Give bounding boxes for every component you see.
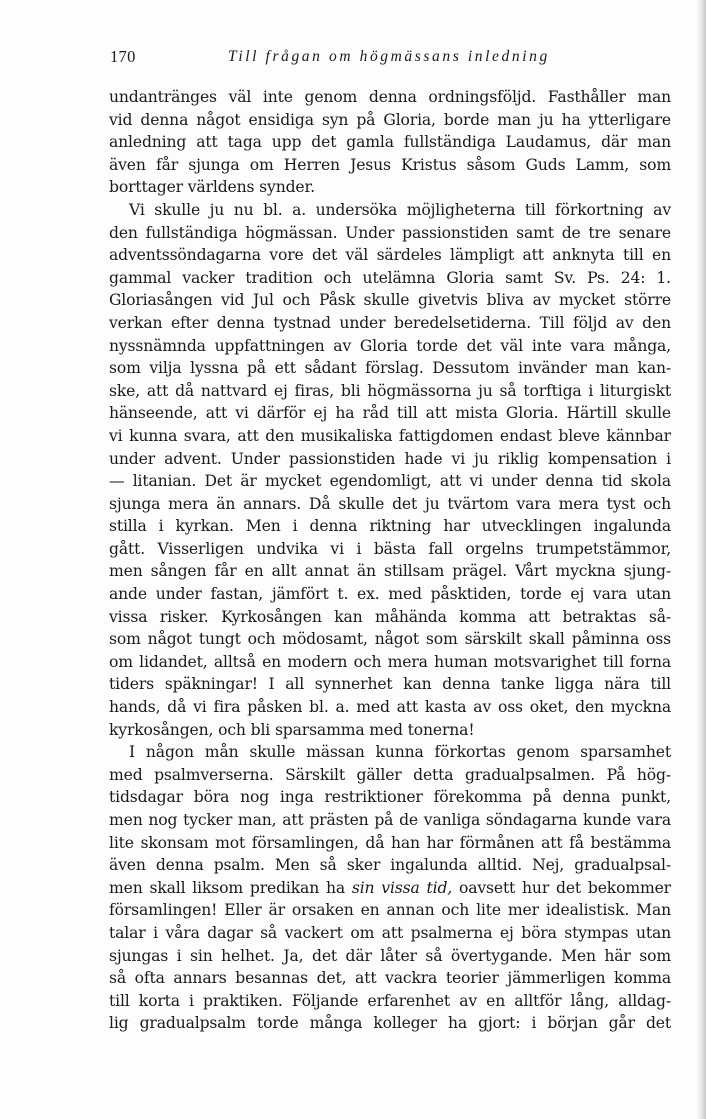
text-line: stilla i kyrkan. Men i denna riktning har utvecklingen ingalunda xyxy=(109,517,671,536)
text-line: vissa risker. Kyrkosången kan måhända komma att betraktas så- xyxy=(109,607,671,626)
text-line: som vilja lyssna på ett sådant förslag. Dessutom invänder man kan- xyxy=(109,359,671,378)
text-line: till korta i praktiken. Följande erfarenhet av en alltför lång, alldag- xyxy=(109,991,671,1010)
text-line: hänseende, att vi därför ej ha råd till att mista Gloria. Härtill skulle xyxy=(109,404,671,423)
text-line: anledning att taga upp det gamla fullständiga Laudamus, där man xyxy=(109,133,671,152)
text-line: sjungas i sin helhet. Ja, det där låter så övertygande. Men här som xyxy=(109,946,671,965)
text-line: vi kunna svara, att den musikaliska fattigdomen endast bleve kännbar xyxy=(109,426,671,445)
text-line: även får sjunga om Herren Jesus Kristus såsom Guds Lamm, som xyxy=(109,155,671,174)
text-line: även denna psalm. Men så sker ingalunda alltid. Nej, gradualpsal- xyxy=(109,856,671,875)
text-line: lig gradualpsalm torde många kolleger ha gjort: i början går det xyxy=(109,1014,671,1033)
text-line: borttager världens synder. xyxy=(109,178,315,197)
text-line: kyrkosången, och bli sparsamma med tonerna! xyxy=(109,720,475,739)
text-line: adventssöndagarna vore det väl särdeles lämpligt att anknyta till en xyxy=(109,246,671,265)
text-line: Gloriasången vid Jul och Påsk skulle givetvis bliva av mycket större xyxy=(109,291,671,310)
text-line: tidsdagar böra nog inga restriktioner förekomma på denna punkt, xyxy=(109,788,671,807)
text-line: hands, då vi fira påsken bl. a. med att kasta av oss oket, den myckna xyxy=(109,698,671,717)
page-header xyxy=(110,47,670,73)
text-line: gammal vacker tradition och utelämna Gloria samt Sv. Ps. 24: 1. xyxy=(109,268,671,287)
text-line: verkan efter denna tystnad under beredelsetiderna. Till följd av den xyxy=(109,313,671,332)
text-line: så ofta annars besannas det, att vackra teorier jämmerligen komma xyxy=(109,969,671,988)
text-line: men sången får en allt annat än stillsam prägel. Vårt myckna sjung- xyxy=(109,562,671,581)
text-line: om lidandet, alltså en modern och mera human motsvarighet till forna xyxy=(109,652,671,671)
text-line: sjunga mera än annars. Då skulle det ju tvärtom vara mera tyst och xyxy=(109,494,671,513)
text-line: tiders späkningar! I all synnerhet kan denna tanke ligga nära till xyxy=(109,675,671,694)
text-line: som något tungt och mödosamt, något som särskilt skall påminna oss xyxy=(109,630,671,649)
running-title: Till frågan om högmässans inledning xyxy=(228,48,550,65)
text-line: men nog tycker man, att prästen på de vanliga söndagarna kunde vara xyxy=(109,811,671,829)
paragraph-start-line: I någon mån skulle mässan kunna förkortas genom sparsamhet xyxy=(129,743,671,762)
text-line: med psalmverserna. Särskilt gäller detta gradualpsalmen. På hög- xyxy=(109,765,671,784)
text-line: undantränges väl inte genom denna ordningsföljd. Fasthåller man xyxy=(109,88,671,106)
text-line: ande under fastan, jämfört t. ex. med påsktiden, torde ej vara utan xyxy=(109,585,671,604)
page-edge-shadow xyxy=(696,0,706,1119)
text-line: vid denna något ensidiga syn på Gloria, borde man ju ha ytterligare xyxy=(109,110,671,129)
body-text xyxy=(109,86,671,1035)
text-line-with-emphasis: men skall liksom predikan ha sin vissa tid, oavsett hur det bekommer xyxy=(109,878,671,897)
text-line: ske, att då nattvard ej firas, bli högmässorna ju så torftiga i liturgiskt xyxy=(109,381,671,400)
text-line: nyssnämnda uppfattningen av Gloria torde det väl inte vara många, xyxy=(109,336,671,355)
text-line: talar i våra dagar så vackert om att psalmerna ej böra stympas utan xyxy=(109,923,671,942)
text-line: lite skonsam mot församlingen, då han har förmånen att få bestämma xyxy=(109,833,671,852)
text-line: — litanian. Det är mycket egendomligt, att vi under denna tid skola xyxy=(109,472,671,491)
text-line: den fullständiga högmässan. Under passionstiden samt de tre senare xyxy=(109,223,671,242)
emphasis: sin vissa tid, xyxy=(351,878,453,897)
paragraph-start-line: Vi skulle ju nu bl. a. undersöka möjligheterna till förkortning av xyxy=(129,200,671,219)
text-line: gått. Visserligen undvika vi i bästa fall orgelns trumpetstämmor, xyxy=(109,539,671,558)
page-number: 170 xyxy=(110,47,136,66)
text-line: under advent. Under passionstiden hade vi ju riklig kompensation i xyxy=(109,449,671,468)
text-line: församlingen! Eller är orsaken en annan och lite mer idealistisk. Man xyxy=(109,901,671,920)
